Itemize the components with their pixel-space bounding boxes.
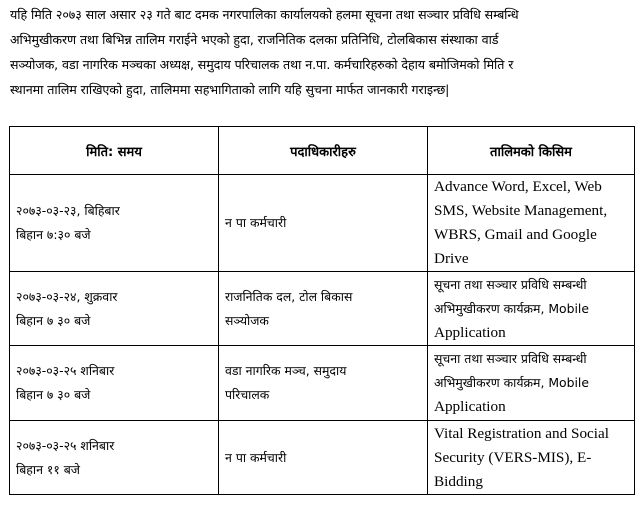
table-row	[10, 175, 635, 272]
time-line: बिहान ७ ३० बजे	[16, 387, 91, 402]
officials-cell	[219, 421, 428, 495]
notice-line: सञ्योजक, वडा नागरिक मञ्चका अध्यक्ष, समुदाय परिचालक तथा न.पा. कर्मचारिहरुको देहाय बमोजिमको मिति र	[10, 57, 514, 72]
training-line: अभिमुखीकरण कार्यक्रम, Mobile	[434, 300, 589, 316]
header-officials: पदाधिकारीहरु	[219, 127, 428, 175]
training-type-cell	[428, 272, 635, 346]
officials-line: राजनितिक दल, टोल बिकास	[225, 288, 353, 304]
training-line: Vital Registration and Social	[434, 424, 609, 442]
date-line: २०७३-०३-२३, बिहिबार	[16, 203, 120, 218]
training-line: Application	[434, 323, 506, 341]
training-line: Advance Word, Excel, Web	[434, 178, 602, 195]
training-type-cell	[428, 421, 635, 495]
notice-line: यहि मिति २०७३ साल असार २३ गते बाट दमक नगरपालिका कार्यालयको हलमा सूचना तथा सञ्चार प्रविधि सम्बन्धि	[10, 7, 519, 22]
training-line: Application	[434, 398, 506, 415]
officials-line: न पा कर्मचारी	[225, 215, 287, 230]
header-training-type: तालिमको किसिम	[428, 127, 635, 175]
notice-paragraph	[10, 2, 634, 102]
training-line: SMS, Website Management,	[434, 202, 608, 219]
time-line: बिहान ७:३० बजे	[16, 227, 91, 242]
table-row	[10, 346, 635, 421]
date-time-cell	[10, 421, 219, 495]
training-line: Bidding	[434, 472, 483, 490]
training-line: Security (VERS-MIS), E-	[434, 448, 592, 466]
date-line: २०७३-०३-२५ शनिबार	[16, 437, 115, 453]
officials-cell	[219, 175, 428, 272]
date-time-cell	[10, 272, 219, 346]
officials-cell	[219, 272, 428, 346]
table-row	[10, 272, 635, 346]
training-schedule-table	[9, 126, 635, 495]
officials-cell	[219, 346, 428, 421]
training-line: सूचना तथा सञ्चार प्रविधि सम्बन्धी	[434, 351, 587, 366]
time-line: बिहान ११ बजे	[16, 461, 80, 477]
training-line: सूचना तथा सञ्चार प्रविधि सम्बन्धी	[434, 276, 587, 292]
training-type-cell	[428, 175, 635, 272]
notice-line: अभिमुखीकरण तथा बिभिन्न तालिम गराईने भएको हुदा, राजनितिक दलका प्रतिनिधि, टोलबिकास संस्थाका वार्ड	[10, 32, 499, 47]
header-date-time: मिति: समय	[10, 127, 219, 175]
training-line: अभिमुखीकरण कार्यक्रम, Mobile	[434, 375, 589, 390]
officials-line: परिचालक	[225, 387, 270, 402]
officials-line: सञ्योजक	[225, 312, 269, 328]
date-line: २०७३-०३-२४, शुक्रवार	[16, 288, 118, 304]
date-time-cell	[10, 346, 219, 421]
officials-line: न पा कर्मचारी	[225, 449, 287, 465]
officials-line: वडा नागरिक मञ्च, समुदाय	[225, 363, 347, 378]
table-row	[10, 421, 635, 495]
training-line: Drive	[434, 250, 469, 267]
notice-line: स्थानमा तालिम राखिएको हुदा, तालिममा सहभागिताको लागि यहि सुचना मार्फत जानकारी गराइन्छ|	[10, 82, 450, 97]
time-line: बिहान ७ ३० बजे	[16, 312, 91, 328]
training-type-cell	[428, 346, 635, 421]
table-header-row	[10, 127, 635, 175]
date-time-cell	[10, 175, 219, 272]
date-line: २०७३-०३-२५ शनिबार	[16, 363, 115, 378]
training-line: WBRS, Gmail and Google	[434, 226, 597, 243]
